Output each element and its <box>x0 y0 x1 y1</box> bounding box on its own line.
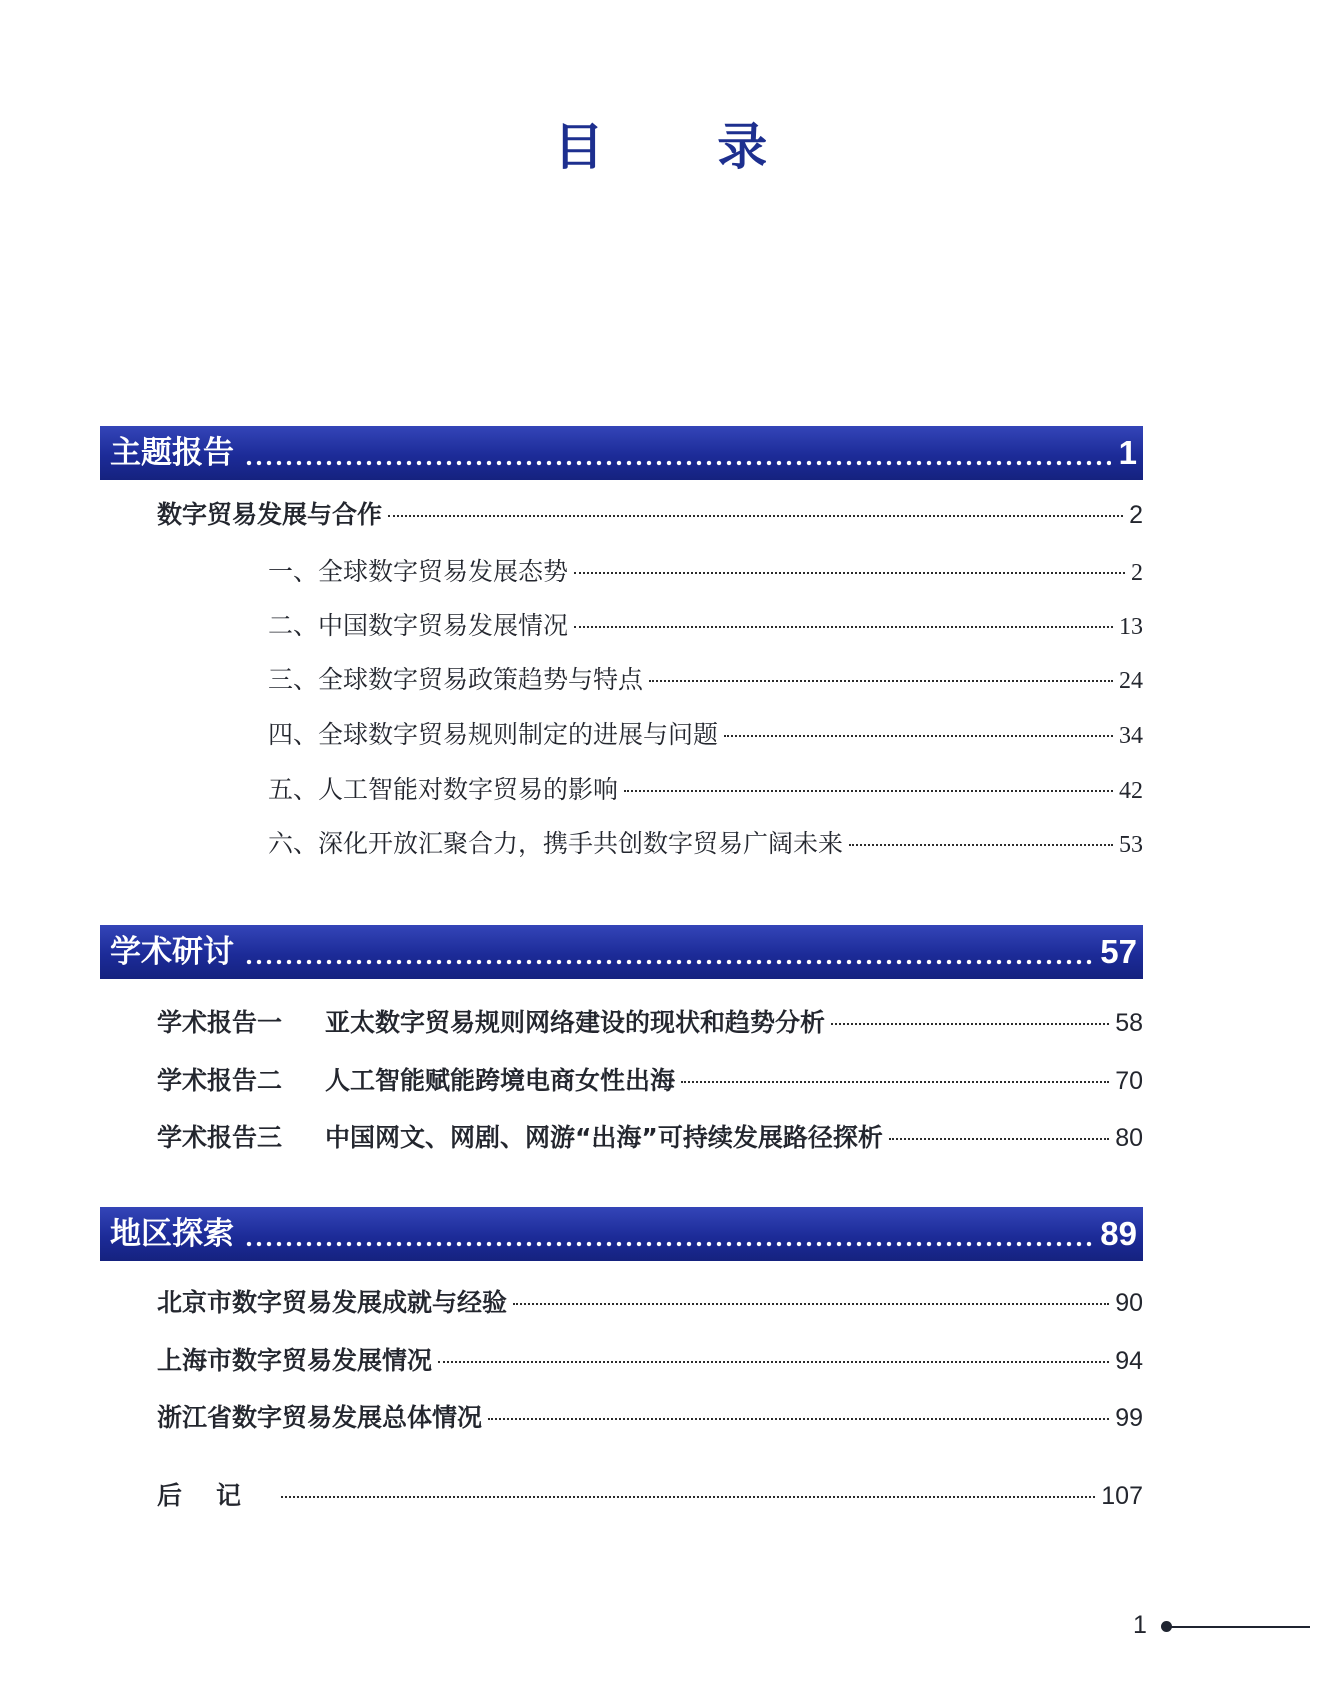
toc-subentry-2[interactable] <box>268 606 1143 646</box>
toc-entry-label: 学术报告二 <box>157 1066 283 1095</box>
toc-subentry-1[interactable] <box>268 552 1143 592</box>
toc-entry-page: 90 <box>1115 1289 1143 1317</box>
toc-subentry-title: 六、深化开放汇聚合力，携手共创数字贸易广阔未来 <box>268 829 844 858</box>
toc-entry-label: 学术报告一 <box>157 1008 283 1037</box>
toc-subentry-4[interactable] <box>268 715 1143 755</box>
toc-subentry-page: 34 <box>1119 723 1143 749</box>
toc-entry-title: 后记 <box>157 1481 276 1510</box>
section-header-academic-seminar[interactable] <box>100 925 1143 979</box>
toc-entry-academic-report-3[interactable] <box>157 1118 1143 1158</box>
toc-subentry-title: 一、全球数字贸易发展态势 <box>268 557 569 586</box>
dot-leader <box>889 1138 1109 1140</box>
toc-entry-page: 2 <box>1129 501 1143 529</box>
toc-subentry-title: 三、全球数字贸易政策趋势与特点 <box>268 665 644 694</box>
toc-subentry-page: 2 <box>1131 560 1143 586</box>
toc-entry-label: 学术报告三 <box>157 1123 283 1152</box>
section-page-number: 1 <box>1118 434 1137 471</box>
page-title: 目 录 <box>553 118 816 176</box>
toc-entry-title: 数字贸易发展与合作 <box>157 500 383 529</box>
dot-leader <box>244 426 1111 480</box>
section-page-number: 89 <box>1100 1215 1137 1252</box>
toc-entry-page: 94 <box>1115 1347 1143 1375</box>
dot-leader <box>281 1496 1095 1498</box>
toc-entry-page: 58 <box>1115 1009 1143 1037</box>
toc-subentry-6[interactable] <box>268 824 1143 864</box>
toc-subentry-5[interactable] <box>268 770 1143 810</box>
dot-leader <box>649 680 1113 682</box>
toc-entry-zhejiang[interactable] <box>157 1398 1143 1438</box>
dot-leader <box>488 1418 1109 1420</box>
toc-entry-page: 107 <box>1101 1482 1143 1510</box>
section-title: 主题报告 <box>110 435 234 471</box>
dot-leader <box>849 844 1113 846</box>
dot-leader <box>574 572 1125 574</box>
toc-entry-title: 北京市数字贸易发展成就与经验 <box>157 1288 508 1317</box>
toc-entry-shanghai[interactable] <box>157 1341 1143 1381</box>
toc-subentry-3[interactable] <box>268 660 1143 700</box>
toc-entry-afterword[interactable] <box>157 1476 1143 1516</box>
toc-entry-page: 70 <box>1115 1067 1143 1095</box>
dot-leader <box>438 1361 1109 1363</box>
toc-subentry-page: 13 <box>1119 614 1143 640</box>
page-number: 1 <box>1133 1611 1147 1639</box>
section-header-theme-report[interactable] <box>100 426 1143 480</box>
dot-leader <box>388 515 1123 517</box>
dot-leader <box>681 1081 1109 1083</box>
toc-entry-digital-trade-development[interactable] <box>157 495 1143 535</box>
toc-entry-page: 80 <box>1115 1124 1143 1152</box>
toc-entry-academic-report-2[interactable] <box>157 1061 1143 1101</box>
toc-entry-title: 亚太数字贸易规则网络建设的现状和趋势分析 <box>325 1008 826 1037</box>
dot-leader <box>831 1023 1109 1025</box>
section-title: 学术研讨 <box>110 934 234 970</box>
toc-subentry-title: 四、全球数字贸易规则制定的进展与问题 <box>268 720 719 749</box>
toc-entry-title: 人工智能赋能跨境电商女性出海 <box>325 1066 676 1095</box>
toc-entry-page: 99 <box>1115 1404 1143 1432</box>
section-page-number: 57 <box>1100 933 1137 970</box>
toc-entry-academic-report-1[interactable] <box>157 1003 1143 1043</box>
toc-entry-beijing[interactable] <box>157 1283 1143 1323</box>
toc-entry-title: 上海市数字贸易发展情况 <box>157 1346 433 1375</box>
dot-leader <box>724 735 1113 737</box>
dot-leader <box>624 790 1113 792</box>
page-number-rule <box>1170 1626 1310 1628</box>
toc-subentry-title: 二、中国数字贸易发展情况 <box>268 611 569 640</box>
dot-leader <box>513 1303 1109 1305</box>
toc-entry-title: 浙江省数字贸易发展总体情况 <box>157 1403 483 1432</box>
toc-subentry-page: 42 <box>1119 778 1143 804</box>
dot-leader <box>574 626 1113 628</box>
toc-subentry-page: 53 <box>1119 832 1143 858</box>
section-title: 地区探索 <box>110 1216 234 1252</box>
section-header-regional-exploration[interactable] <box>100 1207 1143 1261</box>
toc-entry-title: 中国网文、网剧、网游“出海”可持续发展路径探析 <box>325 1123 883 1152</box>
dot-leader <box>244 1207 1092 1261</box>
toc-subentry-page: 24 <box>1119 668 1143 694</box>
dot-leader <box>244 925 1092 979</box>
toc-subentry-title: 五、人工智能对数字贸易的影响 <box>268 775 619 804</box>
